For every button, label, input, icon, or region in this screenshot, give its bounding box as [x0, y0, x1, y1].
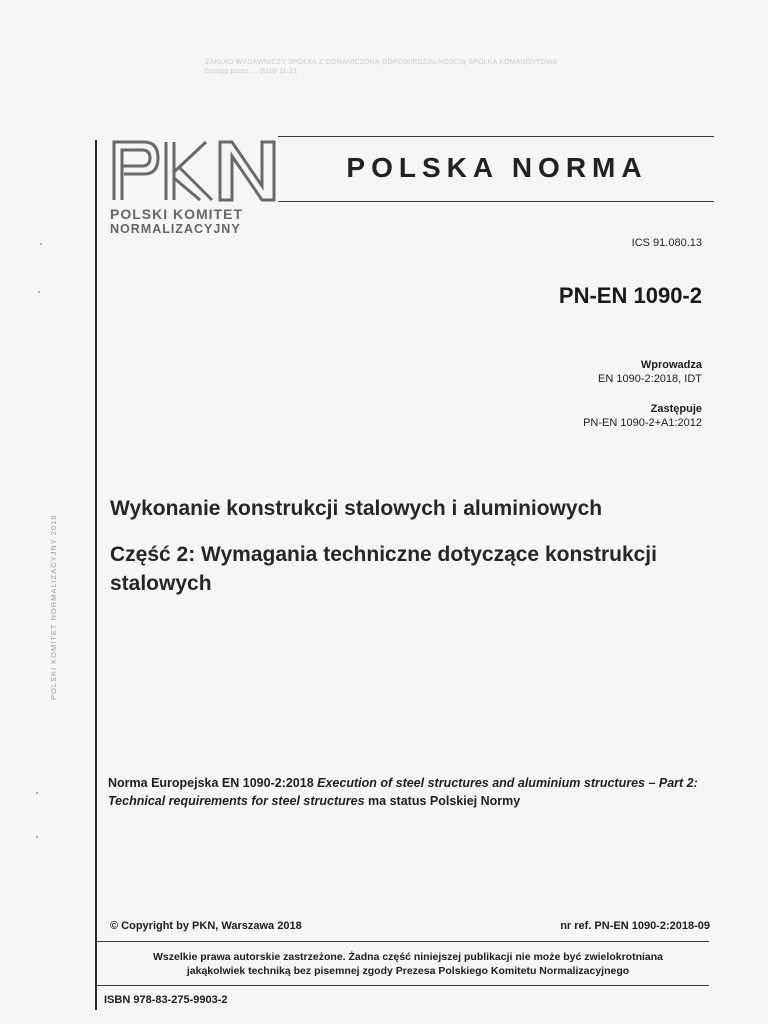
footer-rule-top: [97, 941, 709, 942]
margin-dot: [36, 792, 38, 794]
header-title: POLSKA NORMA: [346, 152, 648, 183]
margin-dot: [36, 836, 38, 838]
rights-line-1: Wszelkie prawa autorskie zastrzeżone. Żadna część niniejszej publikacji nie może być zwielokrotniana: [152, 951, 663, 963]
side-watermark: POLSKI KOMITET NORMALIZACYJNY 2018: [49, 514, 58, 700]
status-statement: [108, 774, 698, 810]
logo-text-line-1: POLSKI KOMITET: [110, 206, 243, 222]
rights-notice: [105, 950, 711, 978]
replaces-value: PN-EN 1090-2+A1:2012: [583, 417, 702, 429]
stamp-line-2: Dostęp przez … 2018-11-21: [205, 68, 298, 75]
standard-number: PN-EN 1090-2: [558, 283, 702, 308]
left-margin-rule: [95, 140, 97, 1010]
stamp-line-1: ZAKŁAD WYDAWNICZY SPÓŁKA Z OGRANICZONĄ ODPOWIEDZIALNOŚCIĄ SPÓŁKA KOMANDYTOWA: [205, 59, 558, 66]
status-suffix: ma status Polskiej Normy: [364, 794, 521, 808]
margin-dot: [38, 291, 40, 293]
download-stamp: [205, 58, 665, 76]
pkn-logo: [110, 136, 280, 204]
footer-rule-bottom: [97, 985, 709, 986]
replaces-label: Zastępuje: [650, 403, 702, 415]
ics-code: ICS 91.080.13: [631, 237, 702, 249]
isbn: ISBN 978-83-275-9903-2: [104, 994, 228, 1006]
header-rule-top: [278, 136, 714, 137]
margin-dot: [40, 243, 42, 245]
copyright-notice: © Copyright by PKN, Warszawa 2018: [110, 920, 302, 932]
introduces-label: Wprowadza: [640, 359, 702, 371]
header-rule-bottom: [278, 201, 714, 202]
replaces-block: [583, 402, 702, 430]
status-prefix: Norma Europejska EN 1090-2:2018: [108, 776, 318, 790]
introduces-block: [598, 358, 702, 386]
rights-line-2: jakąkolwiek techniką bez pisemnej zgody Prezesa Polskiego Komitetu Normalizacyjnego: [186, 965, 630, 977]
introduces-value: EN 1090-2:2018, IDT: [598, 373, 702, 385]
logo-text-line-2: NORMALIZACYJNY: [110, 222, 241, 236]
status-english-title: Execution of steel structures and aluminium structures – Part 2: Technical requirements for steel structures: [108, 776, 698, 808]
reference-number: nr ref. PN-EN 1090-2:2018-09: [560, 920, 710, 932]
document-title: Wykonanie konstrukcji stalowych i aluminiowych: [110, 497, 603, 520]
document-subtitle: Część 2: Wymagania techniczne dotyczące konstrukcji stalowych: [110, 543, 657, 595]
